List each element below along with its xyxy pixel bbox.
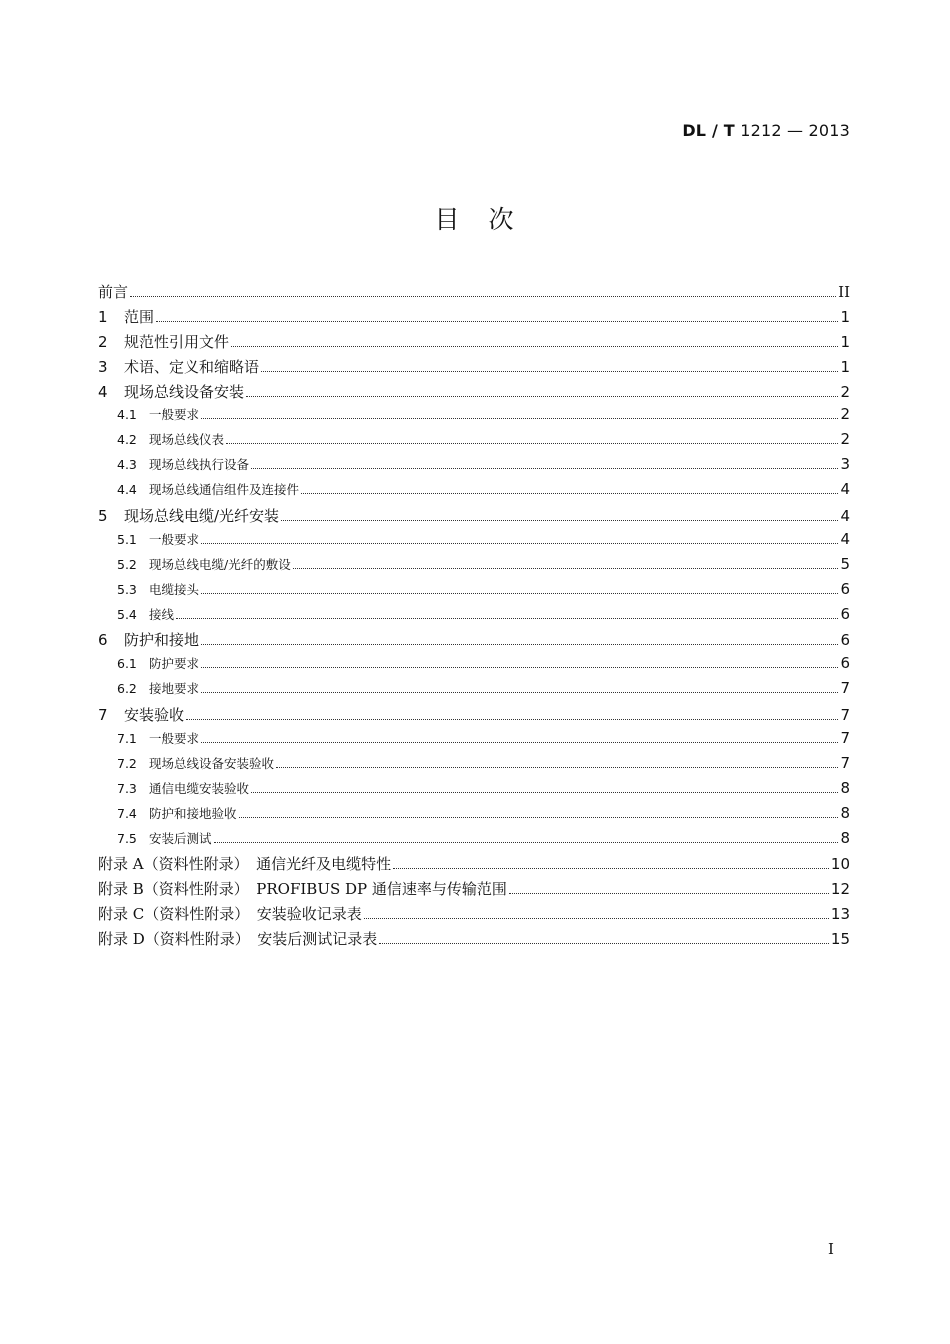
toc-entry-number: 6 <box>98 631 108 650</box>
toc-entry[interactable] <box>98 605 850 630</box>
toc-entry-label: 安装验收 <box>124 706 185 725</box>
toc-entry-page: 15 <box>830 930 850 949</box>
toc-entry-label: 一般要求 <box>149 407 200 423</box>
toc-entry-label: 现场总线电缆/光纤的敷设 <box>149 556 291 572</box>
toc-entry[interactable] <box>98 455 850 480</box>
dot-leader <box>293 567 839 569</box>
toc-entry-label: 一般要求 <box>149 731 200 747</box>
toc-entry-number: 1 <box>98 307 108 326</box>
toc-entry-page: 4 <box>840 480 850 499</box>
toc-entry-label: 安装后测试 <box>149 830 212 846</box>
dot-leader <box>156 320 838 322</box>
toc-entry-page: 4 <box>840 529 850 548</box>
dot-leader <box>231 345 838 347</box>
toc-entry-number: 7.5 <box>117 830 137 846</box>
toc-entry[interactable] <box>98 729 850 754</box>
toc-entry[interactable] <box>98 629 850 654</box>
toc-entry[interactable] <box>98 804 850 829</box>
toc-entry-page: 7 <box>840 729 850 748</box>
toc-entry[interactable] <box>98 505 850 530</box>
standard-code <box>682 121 850 140</box>
toc-entry-page: 6 <box>840 579 850 598</box>
toc-entry-label: 术语、定义和缩略语 <box>124 357 260 376</box>
toc-entry-label: 通信电缆安装验收 <box>149 780 250 796</box>
toc-entry-number: 5 <box>98 507 108 526</box>
toc-entry[interactable] <box>98 430 850 455</box>
toc-entry-number: 4.4 <box>117 482 137 498</box>
dot-leader <box>246 395 838 397</box>
toc-entry-number: 7.2 <box>117 755 137 771</box>
toc-entry[interactable] <box>98 306 850 331</box>
page-title: 目 次 <box>434 205 516 234</box>
standard-number: 1212 — 2013 <box>740 121 850 140</box>
dot-leader <box>186 718 838 720</box>
dot-leader <box>176 617 838 619</box>
toc-entry-label: 附录 C（资料性附录） 安装验收记录表 <box>98 905 362 924</box>
toc-entry-number: 4.3 <box>117 457 137 473</box>
toc-entry-label: 附录 D（资料性附录） 安装后测试记录表 <box>98 930 378 949</box>
toc-entry-number: 5.3 <box>117 581 137 597</box>
dot-leader <box>201 592 838 594</box>
toc-entry[interactable] <box>98 878 850 903</box>
toc-entry-page: 2 <box>840 430 850 449</box>
dot-leader <box>509 892 829 894</box>
toc-entry[interactable] <box>98 754 850 779</box>
standard-prefix: DL / T <box>682 121 735 140</box>
toc-entry-page: 8 <box>840 828 850 847</box>
dot-leader <box>130 295 836 297</box>
toc-entry[interactable] <box>98 580 850 605</box>
toc-entry-page: 8 <box>840 803 850 822</box>
toc-entry-page: 6 <box>840 604 850 623</box>
toc-entry[interactable] <box>98 381 850 406</box>
toc-entry[interactable] <box>98 679 850 704</box>
toc-entry-page: 2 <box>840 405 850 424</box>
page-number: I <box>828 1240 834 1258</box>
toc-entry[interactable] <box>98 654 850 679</box>
toc-entry-label: 现场总线电缆/光纤安装 <box>124 507 280 526</box>
toc-entry-number: 4.1 <box>117 407 137 423</box>
toc-entry-page: 10 <box>830 855 850 874</box>
toc-entry-page: II <box>838 283 850 301</box>
toc-entry-label: 现场总线设备安装 <box>124 382 245 401</box>
toc-entry[interactable] <box>98 704 850 729</box>
toc-entry-page: 6 <box>840 654 850 673</box>
toc-entry-page: 3 <box>840 455 850 474</box>
dot-leader <box>261 370 838 372</box>
toc-entry-number: 7.3 <box>117 780 137 796</box>
toc-entry-page: 7 <box>840 679 850 698</box>
toc-entry-page: 13 <box>830 905 850 924</box>
toc-entry-label: 接地要求 <box>149 681 200 697</box>
dot-leader <box>239 816 839 818</box>
toc-entry-label: 附录 B（资料性附录） PROFIBUS DP 通信速率与传输范围 <box>98 880 507 899</box>
dot-leader <box>276 766 838 768</box>
dot-leader <box>201 643 838 645</box>
toc-entry-number: 6.2 <box>117 681 137 697</box>
toc-entry-number: 7.4 <box>117 805 137 821</box>
toc-entry-number: 5.4 <box>117 606 137 622</box>
toc-entry-label: 前言 <box>98 283 129 301</box>
dot-leader <box>201 741 838 743</box>
toc-entry-label: 防护和接地 <box>124 631 200 650</box>
toc-entry-page: 7 <box>840 753 850 772</box>
dot-leader <box>379 942 829 944</box>
toc-entry-page: 1 <box>840 332 850 351</box>
toc-entry[interactable] <box>98 555 850 580</box>
toc-entry-label: 接线 <box>149 606 175 622</box>
toc-entry-page: 4 <box>840 507 850 526</box>
toc-entry-label: 现场总线设备安装验收 <box>149 755 275 771</box>
toc-entry[interactable] <box>98 928 850 953</box>
table-of-contents <box>98 281 850 953</box>
toc-entry-number: 6.1 <box>117 656 137 672</box>
toc-entry-page: 8 <box>840 778 850 797</box>
dot-leader <box>251 467 838 469</box>
dot-leader <box>226 442 838 444</box>
toc-entry[interactable] <box>98 480 850 505</box>
toc-entry[interactable] <box>98 903 850 928</box>
dot-leader <box>393 867 829 869</box>
toc-entry-page: 2 <box>840 382 850 401</box>
toc-entry-label: 现场总线执行设备 <box>149 457 250 473</box>
dot-leader <box>201 666 838 668</box>
toc-entry[interactable] <box>98 530 850 555</box>
toc-entry-label: 现场总线通信组件及连接件 <box>149 482 300 498</box>
toc-entry-number: 2 <box>98 332 108 351</box>
toc-entry-number: 5.2 <box>117 556 137 572</box>
toc-entry-page: 1 <box>840 307 850 326</box>
toc-entry[interactable] <box>98 779 850 804</box>
toc-entry-number: 4.2 <box>117 432 137 448</box>
dot-leader <box>214 841 839 843</box>
toc-entry-label: 范围 <box>124 307 155 326</box>
toc-entry-label: 防护和接地验收 <box>149 805 237 821</box>
toc-entry[interactable] <box>98 829 850 854</box>
toc-entry[interactable] <box>98 405 850 430</box>
toc-entry-page: 7 <box>840 706 850 725</box>
toc-entry-number: 4 <box>98 382 108 401</box>
toc-entry-number: 5.1 <box>117 531 137 547</box>
toc-entry[interactable] <box>98 281 850 306</box>
toc-entry-page: 5 <box>840 554 850 573</box>
toc-entry-number: 7.1 <box>117 731 137 747</box>
toc-entry-label: 规范性引用文件 <box>124 332 230 351</box>
toc-entry-page: 1 <box>840 357 850 376</box>
dot-leader <box>201 542 838 544</box>
dot-leader <box>251 791 838 793</box>
toc-entry-number: 3 <box>98 357 108 376</box>
dot-leader <box>301 492 838 494</box>
dot-leader <box>281 519 838 521</box>
dot-leader <box>201 691 838 693</box>
dot-leader <box>201 417 838 419</box>
toc-entry[interactable] <box>98 356 850 381</box>
toc-entry-label: 现场总线仪表 <box>149 432 225 448</box>
toc-entry-label: 防护要求 <box>149 656 200 672</box>
toc-entry-label: 一般要求 <box>149 531 200 547</box>
toc-entry-label: 电缆接头 <box>149 581 200 597</box>
toc-entry-page: 6 <box>840 631 850 650</box>
dot-leader <box>364 917 829 919</box>
toc-entry-number: 7 <box>98 706 108 725</box>
toc-entry[interactable] <box>98 331 850 356</box>
toc-entry[interactable] <box>98 853 850 878</box>
toc-entry-page: 12 <box>830 880 850 899</box>
toc-entry-label: 附录 A（资料性附录） 通信光纤及电缆特性 <box>98 855 392 874</box>
